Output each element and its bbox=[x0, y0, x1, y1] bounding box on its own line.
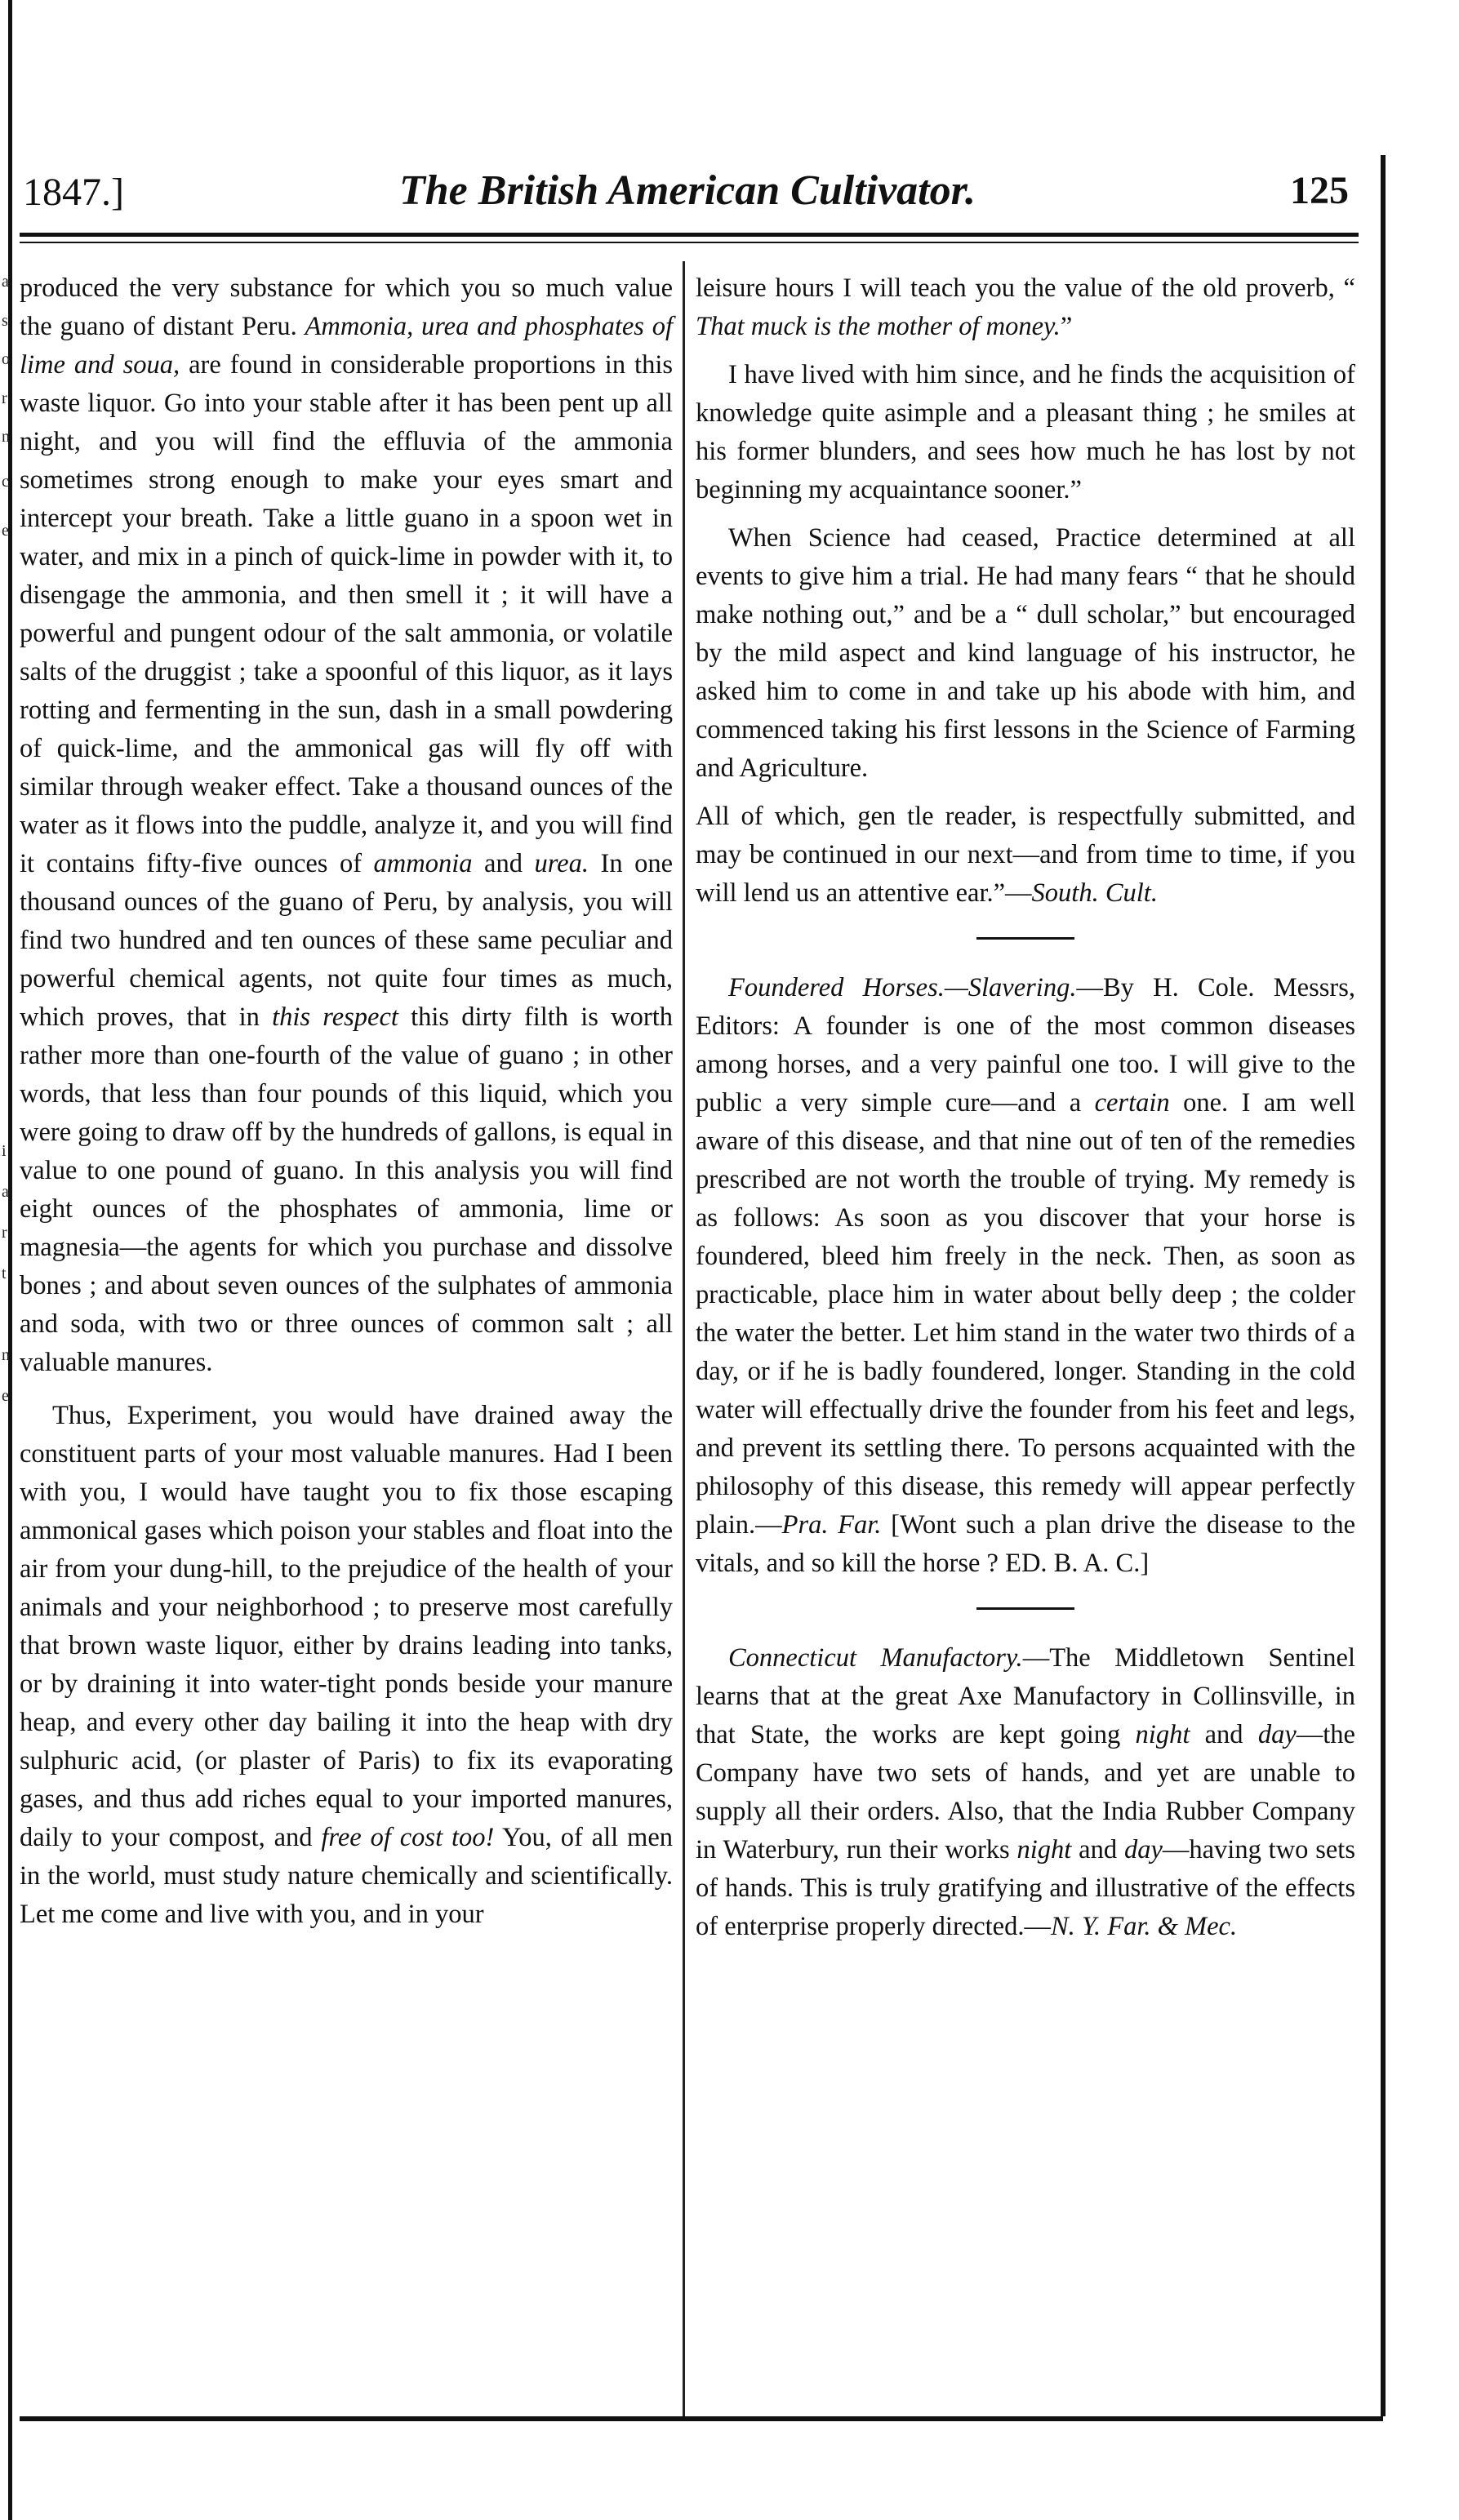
paragraph-text: —the Company have two sets of hands, and yet are unable to supply all their orders. Also, that the India Rubber Company in Waterbury, run their works bbox=[696, 1720, 1355, 1864]
paragraph-text: leisure hours I will teach you the value of the old proverb, “ bbox=[696, 273, 1355, 303]
margin-fragment: i bbox=[2, 1142, 7, 1160]
margin-fragment: n bbox=[2, 1346, 10, 1364]
paragraph-italic: day bbox=[1257, 1720, 1297, 1749]
margin-fragment: t bbox=[2, 1264, 7, 1282]
paragraph-text: —By H. Cole. Messrs, Editors: A founder is one of the most common diseases among horses, and a very painful one too. I will give to the public a very simple cure—and a bbox=[696, 973, 1355, 1118]
paragraph-text: one. I am well aware of this disease, and that nine out of ten of the remedies prescribed are not worth the trouble of trying. My remedy is as follows: As soon as you discover that your horse is foundered, bleed him freely in the neck. Then, as soon as practicable, place him in water about belly deep ; the colder the water the better. Let him stand in the water two thirds of a day, or if he is badly foundered, longer. Standing in the cold water will effectually drive the founder from his feet and legs, and prevent its settling there. To persons acquainted with the philosophy of this disease, this remedy will appear perfectly plain.— bbox=[696, 1088, 1355, 1540]
page-header bbox=[18, 163, 1357, 220]
paragraph-italic: day bbox=[1123, 1835, 1163, 1864]
publication-title: The British American Cultivator. bbox=[399, 167, 976, 214]
article-paragraph bbox=[696, 798, 1355, 913]
article-separator bbox=[976, 1607, 1074, 1610]
margin-fragment: e bbox=[2, 1387, 9, 1405]
margin-fragment: e bbox=[2, 522, 9, 540]
paragraph-italic: That muck is the mother of money. bbox=[696, 312, 1061, 341]
article-paragraph bbox=[20, 269, 673, 1382]
paragraph-italic: free of cost too! bbox=[321, 1823, 495, 1852]
article-heading: Foundered Horses.—Slavering. bbox=[728, 973, 1077, 1002]
margin-fragment: o bbox=[2, 350, 10, 368]
paragraph-text: and bbox=[472, 849, 535, 878]
paragraph-italic: this respect bbox=[272, 1002, 398, 1032]
left-column bbox=[20, 269, 673, 1934]
paragraph-italic: night bbox=[1135, 1720, 1190, 1749]
paragraph-text: You, of all men in the world, must study nature chemically and scientifically. Let me come and live with you, and in your bbox=[20, 1823, 673, 1929]
page-number: 125 bbox=[1290, 169, 1349, 212]
paragraph-italic: ammonia bbox=[373, 849, 473, 878]
paragraph-italic: urea. bbox=[534, 849, 589, 878]
paragraph-italic: certain bbox=[1094, 1088, 1170, 1118]
margin-fragment: a bbox=[2, 1183, 9, 1201]
paragraph-italic: Ammonia, urea and phosphates of lime and soua, bbox=[20, 312, 673, 380]
paragraph-text: [Wont such a plan drive the disease to the vitals, and so kill the horse ? ED. B. A. C.] bbox=[696, 1510, 1355, 1578]
binding-edge bbox=[8, 0, 12, 2520]
paragraph-text: In one thousand ounces of the guano of Peru, by analysis, you will find two hundred and ten ounces of these same peculiar and powerful chemical agents, not quite four times as much, which proves, that in bbox=[20, 849, 673, 1032]
bottom-rule bbox=[20, 2416, 1383, 2421]
margin-fragment: s bbox=[2, 312, 8, 330]
paragraph-text: and bbox=[1190, 1720, 1258, 1749]
right-column bbox=[696, 269, 1355, 1946]
paragraph-text: produced the very substance for which you so much value the guano of distant Peru. bbox=[20, 273, 673, 341]
header-rule bbox=[20, 233, 1359, 237]
article-separator bbox=[976, 937, 1074, 940]
margin-fragment: c bbox=[2, 473, 9, 491]
paragraph-text: ” bbox=[1060, 312, 1073, 341]
header-rule-thin bbox=[20, 242, 1359, 243]
paragraph-italic: South. Cult. bbox=[1031, 878, 1158, 908]
paragraph-text: —The Middletown Sentinel learns that at the great Axe Manufactory in Collinsville, in that State, the works are kept going bbox=[696, 1643, 1355, 1749]
paragraph-text: All of which, gen tle reader, is respectfully submitted, and may be continued in our next—and from time to time, if you will lend us an attentive ear.”— bbox=[696, 802, 1355, 908]
margin-fragment: a bbox=[2, 273, 9, 291]
paragraph-italic: N. Y. Far. & Mec. bbox=[1050, 1912, 1238, 1941]
paragraph-text: —having two sets of hands. This is truly gratifying and illustrative of the effects of enterprise properly directed.— bbox=[696, 1835, 1355, 1941]
paragraph-text: and bbox=[1071, 1835, 1124, 1864]
article-paragraph bbox=[20, 1397, 673, 1934]
article-paragraph bbox=[696, 1639, 1355, 1946]
right-border bbox=[1381, 155, 1386, 2416]
article-paragraph bbox=[696, 269, 1355, 346]
margin-fragment: n bbox=[2, 428, 10, 446]
article-paragraph: When Science had ceased, Practice determined at all events to give him a trial. He had many fears “ that he should make nothing out,” and be a “ dull scholar,” but encouraged by the mild aspect and kind language of his instructor, he asked him to come in and take up his abode with him, and commenced taking his first lessons in the Science of Farming and Agriculture. bbox=[696, 523, 1355, 783]
column-divider bbox=[683, 261, 685, 2416]
paragraph-italic: night bbox=[1016, 1835, 1072, 1864]
paragraph-text: are found in considerable proportions in this waste liquor. Go into your stable after it has been pent up all night, and you will find the effluvia of the ammonia sometimes strong enough to make your eyes smart and intercept your breath. Take a little guano in a spoon wet in water, and mix in a pinch of quick-lime in powder with it, to disengage the ammonia, and then smell it ; it will have a powerful and pungent odour of the salt ammonia, or volatile salts of the druggist ; take a spoonful of this liquor, as it lays rotting and fermenting in the sun, dash in a small powdering of quick-lime, and the ammonical gas will fly off with similar through weaker effect. Take a thousand ounces of the water as it flows into the puddle, analyze it, and you will find it contains fifty-five ounces of bbox=[20, 350, 673, 878]
margin-fragment: r bbox=[2, 1224, 7, 1242]
article-heading: Connecticut Manufactory. bbox=[728, 1643, 1023, 1673]
margin-fragment: r bbox=[2, 389, 7, 407]
paragraph-text: this dirty filth is worth rather more than one-fourth of the value of guano ; in other words, that less than four pounds of this liquid, which you were going to draw off by the hundreds of gallons, is equal in value to one pound of guano. In this analysis you will find eight ounces of the phosphates of ammonia, lime or magnesia—the agents for which you purchase and dissolve bones ; and about seven ounces of the sulphates of ammonia and soda, with two or three ounces of common salt ; all valuable manures. bbox=[20, 1002, 673, 1377]
header-year: 1847.] bbox=[23, 171, 124, 214]
paragraph-text: Thus, Experiment, you would have drained away the constituent parts of your most valuable manures. Had I been with you, I would have taught you to fix those escaping ammonical gases which poison your stables and float into the air from your dung-hill, to the prejudice of the health of your animals and your neighborhood ; to preserve most carefully that brown waste liquor, either by drains leading into tanks, or by draining it into water-tight ponds beside your manure heap, and every other day bailing it into the heap with dry sulphuric acid, (or plaster of Paris) to fix its evaporating gases, and thus add riches equal to your imported manures, daily to your compost, and bbox=[20, 1401, 673, 1852]
article-paragraph: I have lived with him since, and he finds the acquisition of knowledge quite asimple and a pleasant thing ; he smiles at his former blunders, and sees how much he has lost by not beginning my acquaintance sooner.” bbox=[696, 360, 1355, 504]
paragraph-italic: Pra. Far. bbox=[781, 1510, 882, 1540]
article-paragraph bbox=[696, 969, 1355, 1583]
